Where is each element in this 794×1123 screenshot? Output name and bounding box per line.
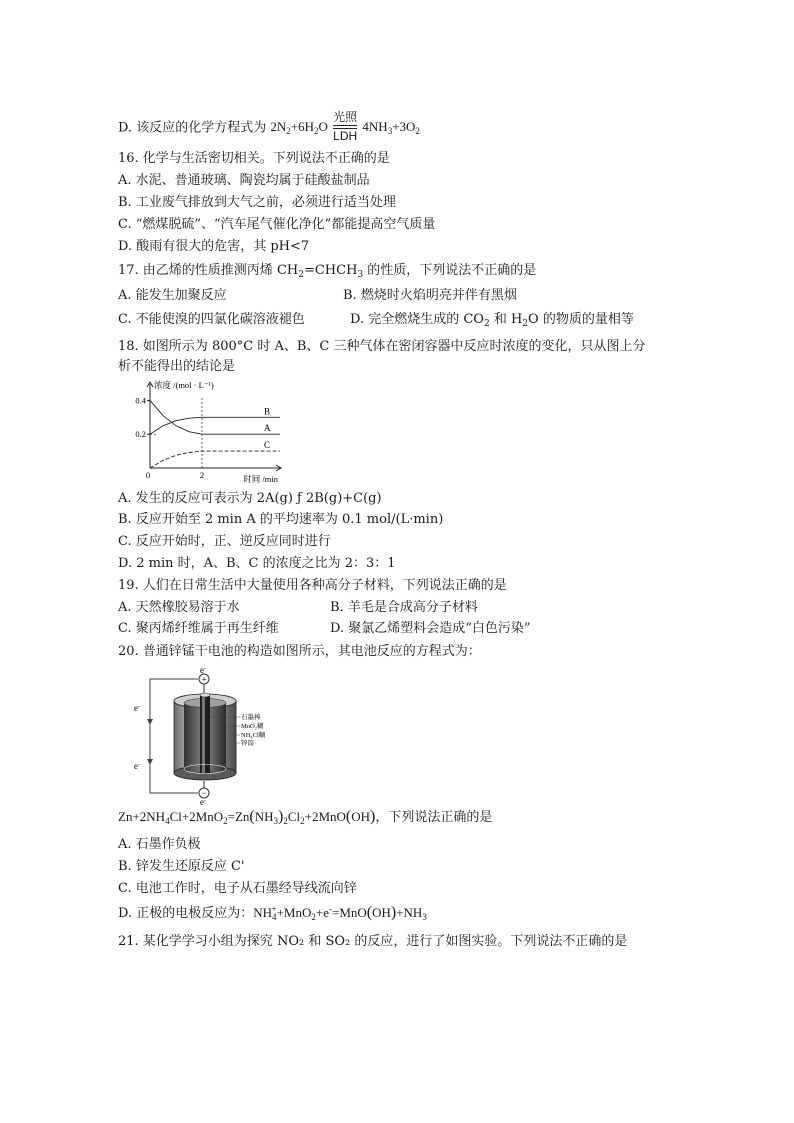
- q17-stem: 17. 由乙烯的性质推测丙烯 $CH_2=CHCH_3$ 的性质，下列说法不正确的是: [118, 263, 537, 280]
- q21-stem: 21. 某化学学习小组为探究 NO₂ 和 SO₂ 的反应，进行了如图实验。下列说法不正确的是: [118, 934, 628, 949]
- q19-option-a: A. 天然橡胶易溶于水: [118, 600, 240, 615]
- q20-option-d: D. 正极的电极反应为：$NH_4^++MnO_2+e^-=MnO(OH)+NH_3$: [118, 904, 427, 922]
- series-label-c: C: [264, 440, 271, 451]
- svg-text:e-: e-: [200, 665, 206, 675]
- q19-stem: 19. 人们在日常生活中大量使用各种高分子材料，下列说法正确的是: [118, 578, 507, 593]
- q19-option-b: B. 羊毛是合成高分子材料: [330, 600, 478, 615]
- label-graphite-rod: 石墨棒: [241, 714, 261, 721]
- svg-text:−: −: [201, 788, 207, 798]
- q18-stem-line2: 析不能得出的结论是: [118, 359, 236, 374]
- q20-stem: 20. 普通锌锰干电池的构造如图所示，其电池反应的方程式为：: [118, 644, 481, 659]
- q15d-equation: $2N_2+6H_2O$ $\frac{\text{光照}}{\text{LDH}}$ $4NH_3+3O_2$: [270, 110, 420, 143]
- q18-option-c: C. 反应开始时，正、逆反应同时进行: [118, 534, 331, 549]
- q17-option-b: B. 燃烧时火焰明亮并伴有黑烟: [343, 288, 517, 303]
- q16-stem: 16. 化学与生活密切相关。下列说法不正确的是: [118, 151, 390, 166]
- q18-option-d: D. 2 min 时，A、B、C 的浓度之比为 2：3：1: [118, 556, 396, 571]
- x-tick-label: 0: [145, 470, 151, 480]
- label-zinc-can: 锌筒: [241, 740, 254, 747]
- series-label-b: B: [264, 406, 271, 417]
- q17-option-c: C. 不能使溴的四氯化碳溶液褪色: [118, 312, 305, 327]
- svg-text:e-: e-: [134, 761, 140, 771]
- battery-cylinder: [174, 693, 236, 780]
- q18-stem-line1: 18. 如图所示为 800°C 时 A、B、C 三种气体在密闭容器中反应时浓度的变化，只从图上分: [118, 339, 646, 354]
- q16-option-b: B. 工业废气排放到大气之前，必须进行适当处理: [118, 195, 396, 210]
- dry-cell-diagram: [128, 665, 298, 805]
- x-tick-label: 2: [199, 470, 205, 480]
- q19-option-c: C. 聚丙烯纤维属于再生纤维: [118, 621, 279, 636]
- svg-text:e-: e-: [134, 703, 140, 713]
- y-tick-label: 0.4: [135, 395, 146, 406]
- q20-option-b: B. 锌发生还原反应 C': [118, 859, 245, 874]
- y-axis-title: 浓度 /(mol · L⁻¹): [154, 380, 214, 390]
- reaction-condition: $\frac{\text{光照}}{\text{LDH}}$: [333, 110, 358, 143]
- q17-option-d: D. 完全燃烧生成的 $CO_2$ 和 $H_2O$ 的物质的量相等: [350, 312, 634, 329]
- q15-option-d: D. 该反应的化学方程式为 $2N_2+6H_2O$ $\frac{\text{光照}}{\text{LDH}}$ $4NH_3+3O_2$: [118, 110, 420, 143]
- label-mno2-paste: MnO₂糊: [241, 723, 264, 730]
- x-axis-title: 时间 /min: [243, 474, 278, 484]
- q20-option-c: C. 电池工作时，电子从石墨经导线流向锌: [118, 881, 357, 896]
- q19-option-d: D. 聚氯乙烯塑料会造成“白色污染”: [330, 621, 531, 636]
- y-tick-label: 0.2: [135, 429, 146, 440]
- q16-option-c: C. “燃煤脱硫”、“汽车尾气催化净化”都能提高空气质量: [118, 217, 436, 232]
- svg-text:+: +: [201, 674, 207, 685]
- series-line-b: [150, 417, 280, 434]
- q20-option-a: A. 石墨作负极: [118, 837, 201, 852]
- q18-option-b: B. 反应开始至 2 min A 的平均速率为 0.1 mol/(L·min): [118, 512, 444, 527]
- series-label-a: A: [264, 423, 271, 434]
- q16-option-d: D. 酸雨有很大的危害，其 pH<7: [118, 239, 310, 254]
- concentration-chart: [128, 378, 288, 486]
- q17-option-a: A. 能发生加聚反应: [118, 288, 227, 303]
- q18-option-a: A. 发生的反应可表示为 2A(g) ƒ 2B(g)+C(g): [118, 491, 382, 506]
- series-line-c: [150, 451, 280, 468]
- svg-text:e-: e-: [200, 797, 206, 805]
- q16-option-a: A. 水泥、普通玻璃、陶瓷均属于硅酸盐制品: [118, 173, 370, 188]
- q20-equation: $Zn+2NH_4Cl+2MnO_2=Zn(NH_3)_2Cl_2+2MnO(OH)$，下列说法正确的是: [118, 808, 493, 826]
- label-nh4cl-paste: NH₄Cl糊: [241, 732, 266, 739]
